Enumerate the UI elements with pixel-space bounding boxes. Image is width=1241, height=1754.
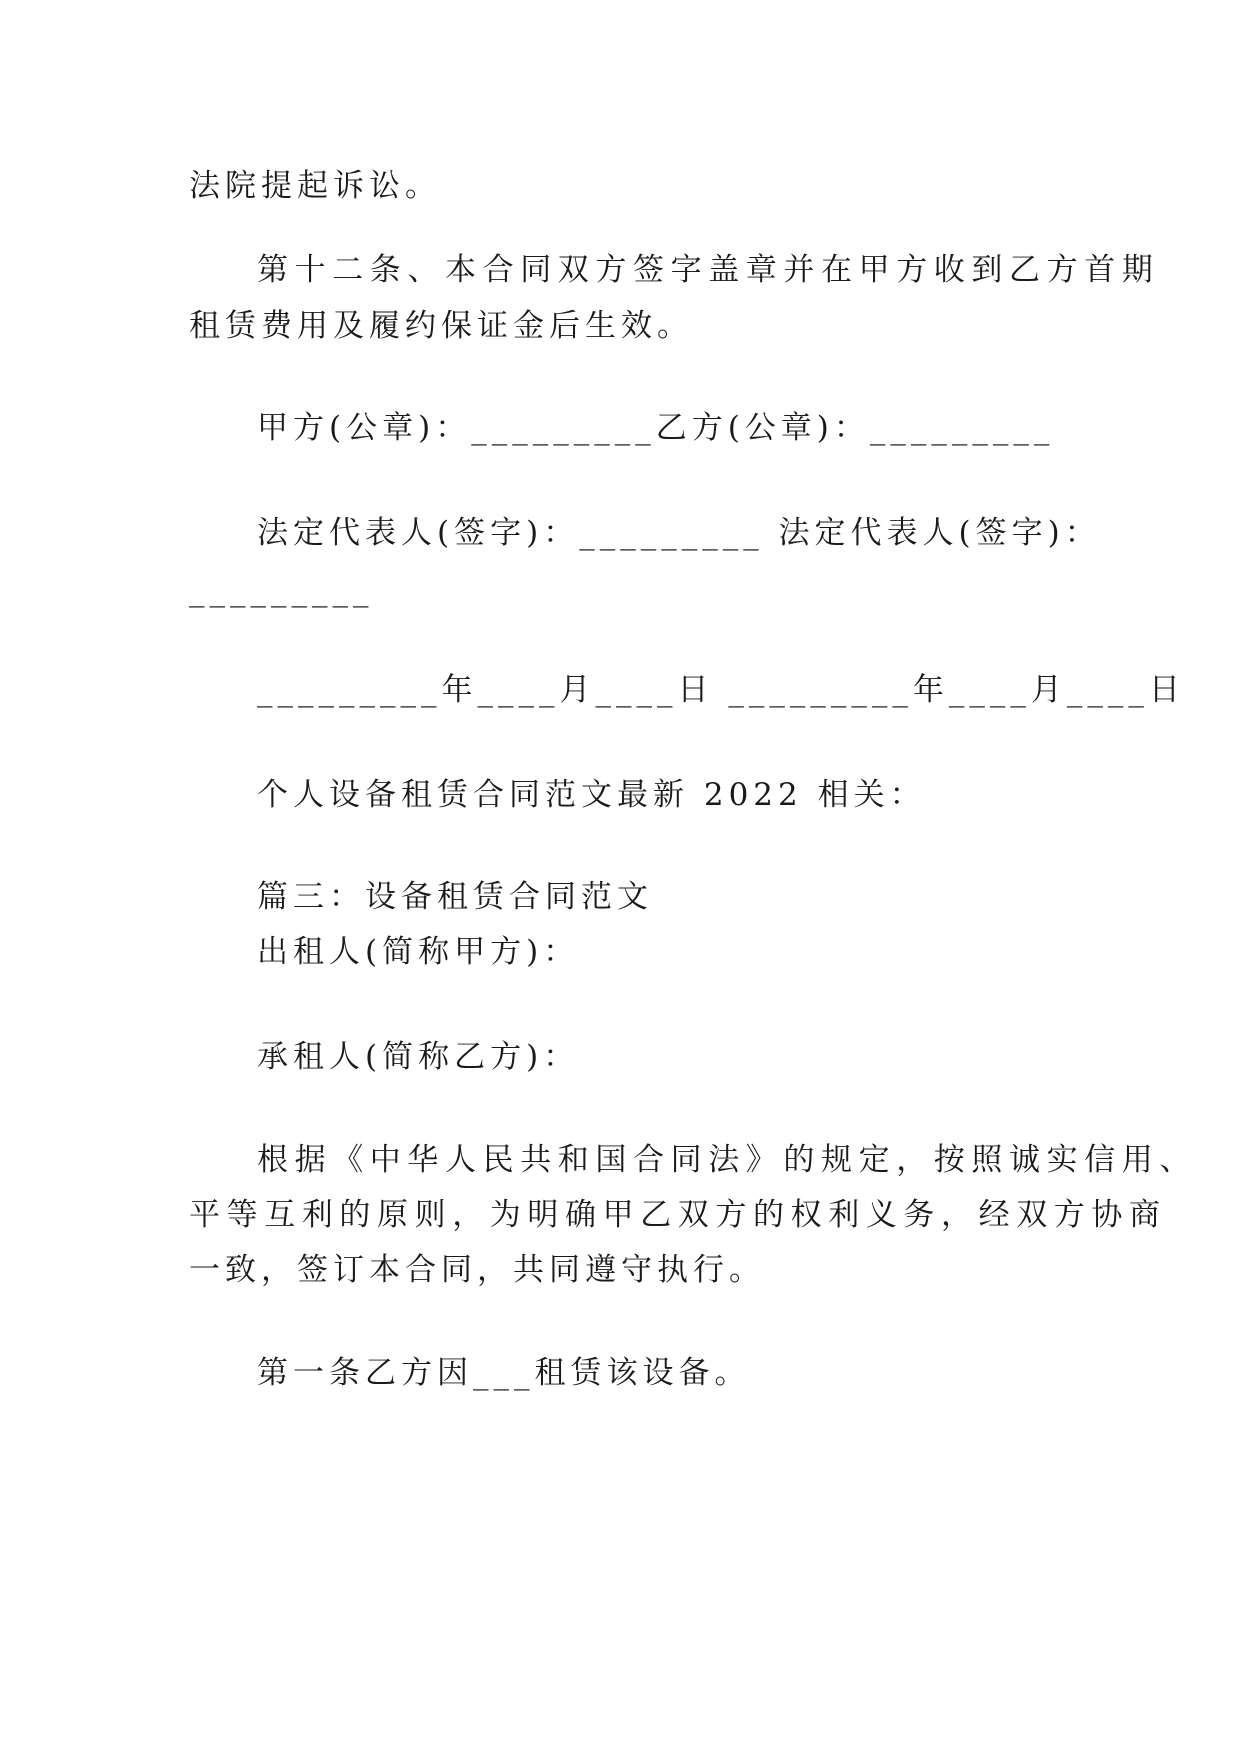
- signature-blank: _________: [189, 572, 374, 608]
- text-line: 平等互利的原则，为明确甲乙双方的权利义务，经双方协商: [189, 1197, 1167, 1233]
- text-line: 第十二条、本合同双方签字盖章并在甲方收到乙方首期: [257, 252, 1160, 288]
- related-heading: 个人设备租赁合同范文最新 2022 相关：: [257, 777, 926, 813]
- lessee-line: 承租人(简称乙方)：: [257, 1039, 580, 1075]
- text-line: 根据《中华人民共和国合同法》的规定，按照诚实信用、: [257, 1142, 1197, 1178]
- signature-line-representatives: 法定代表人(签字)：_________ 法定代表人(签字)：: [257, 515, 1101, 551]
- text-line: 法院提起诉讼。: [189, 168, 441, 204]
- text-line: 一致，签订本合同，共同遵守执行。: [189, 1252, 765, 1288]
- section-title: 篇三：设备租赁合同范文: [257, 879, 653, 915]
- lessor-line: 出租人(简称甲方)：: [257, 934, 580, 970]
- article-one: 第一条乙方因___租赁该设备。: [257, 1355, 751, 1391]
- text-line: 租赁费用及履约保证金后生效。: [189, 308, 693, 344]
- signature-line-seals: 甲方(公章)：_________乙方(公章)：_________: [257, 410, 1055, 446]
- date-line: _________年____月____日 _________年____月____日: [257, 672, 1185, 708]
